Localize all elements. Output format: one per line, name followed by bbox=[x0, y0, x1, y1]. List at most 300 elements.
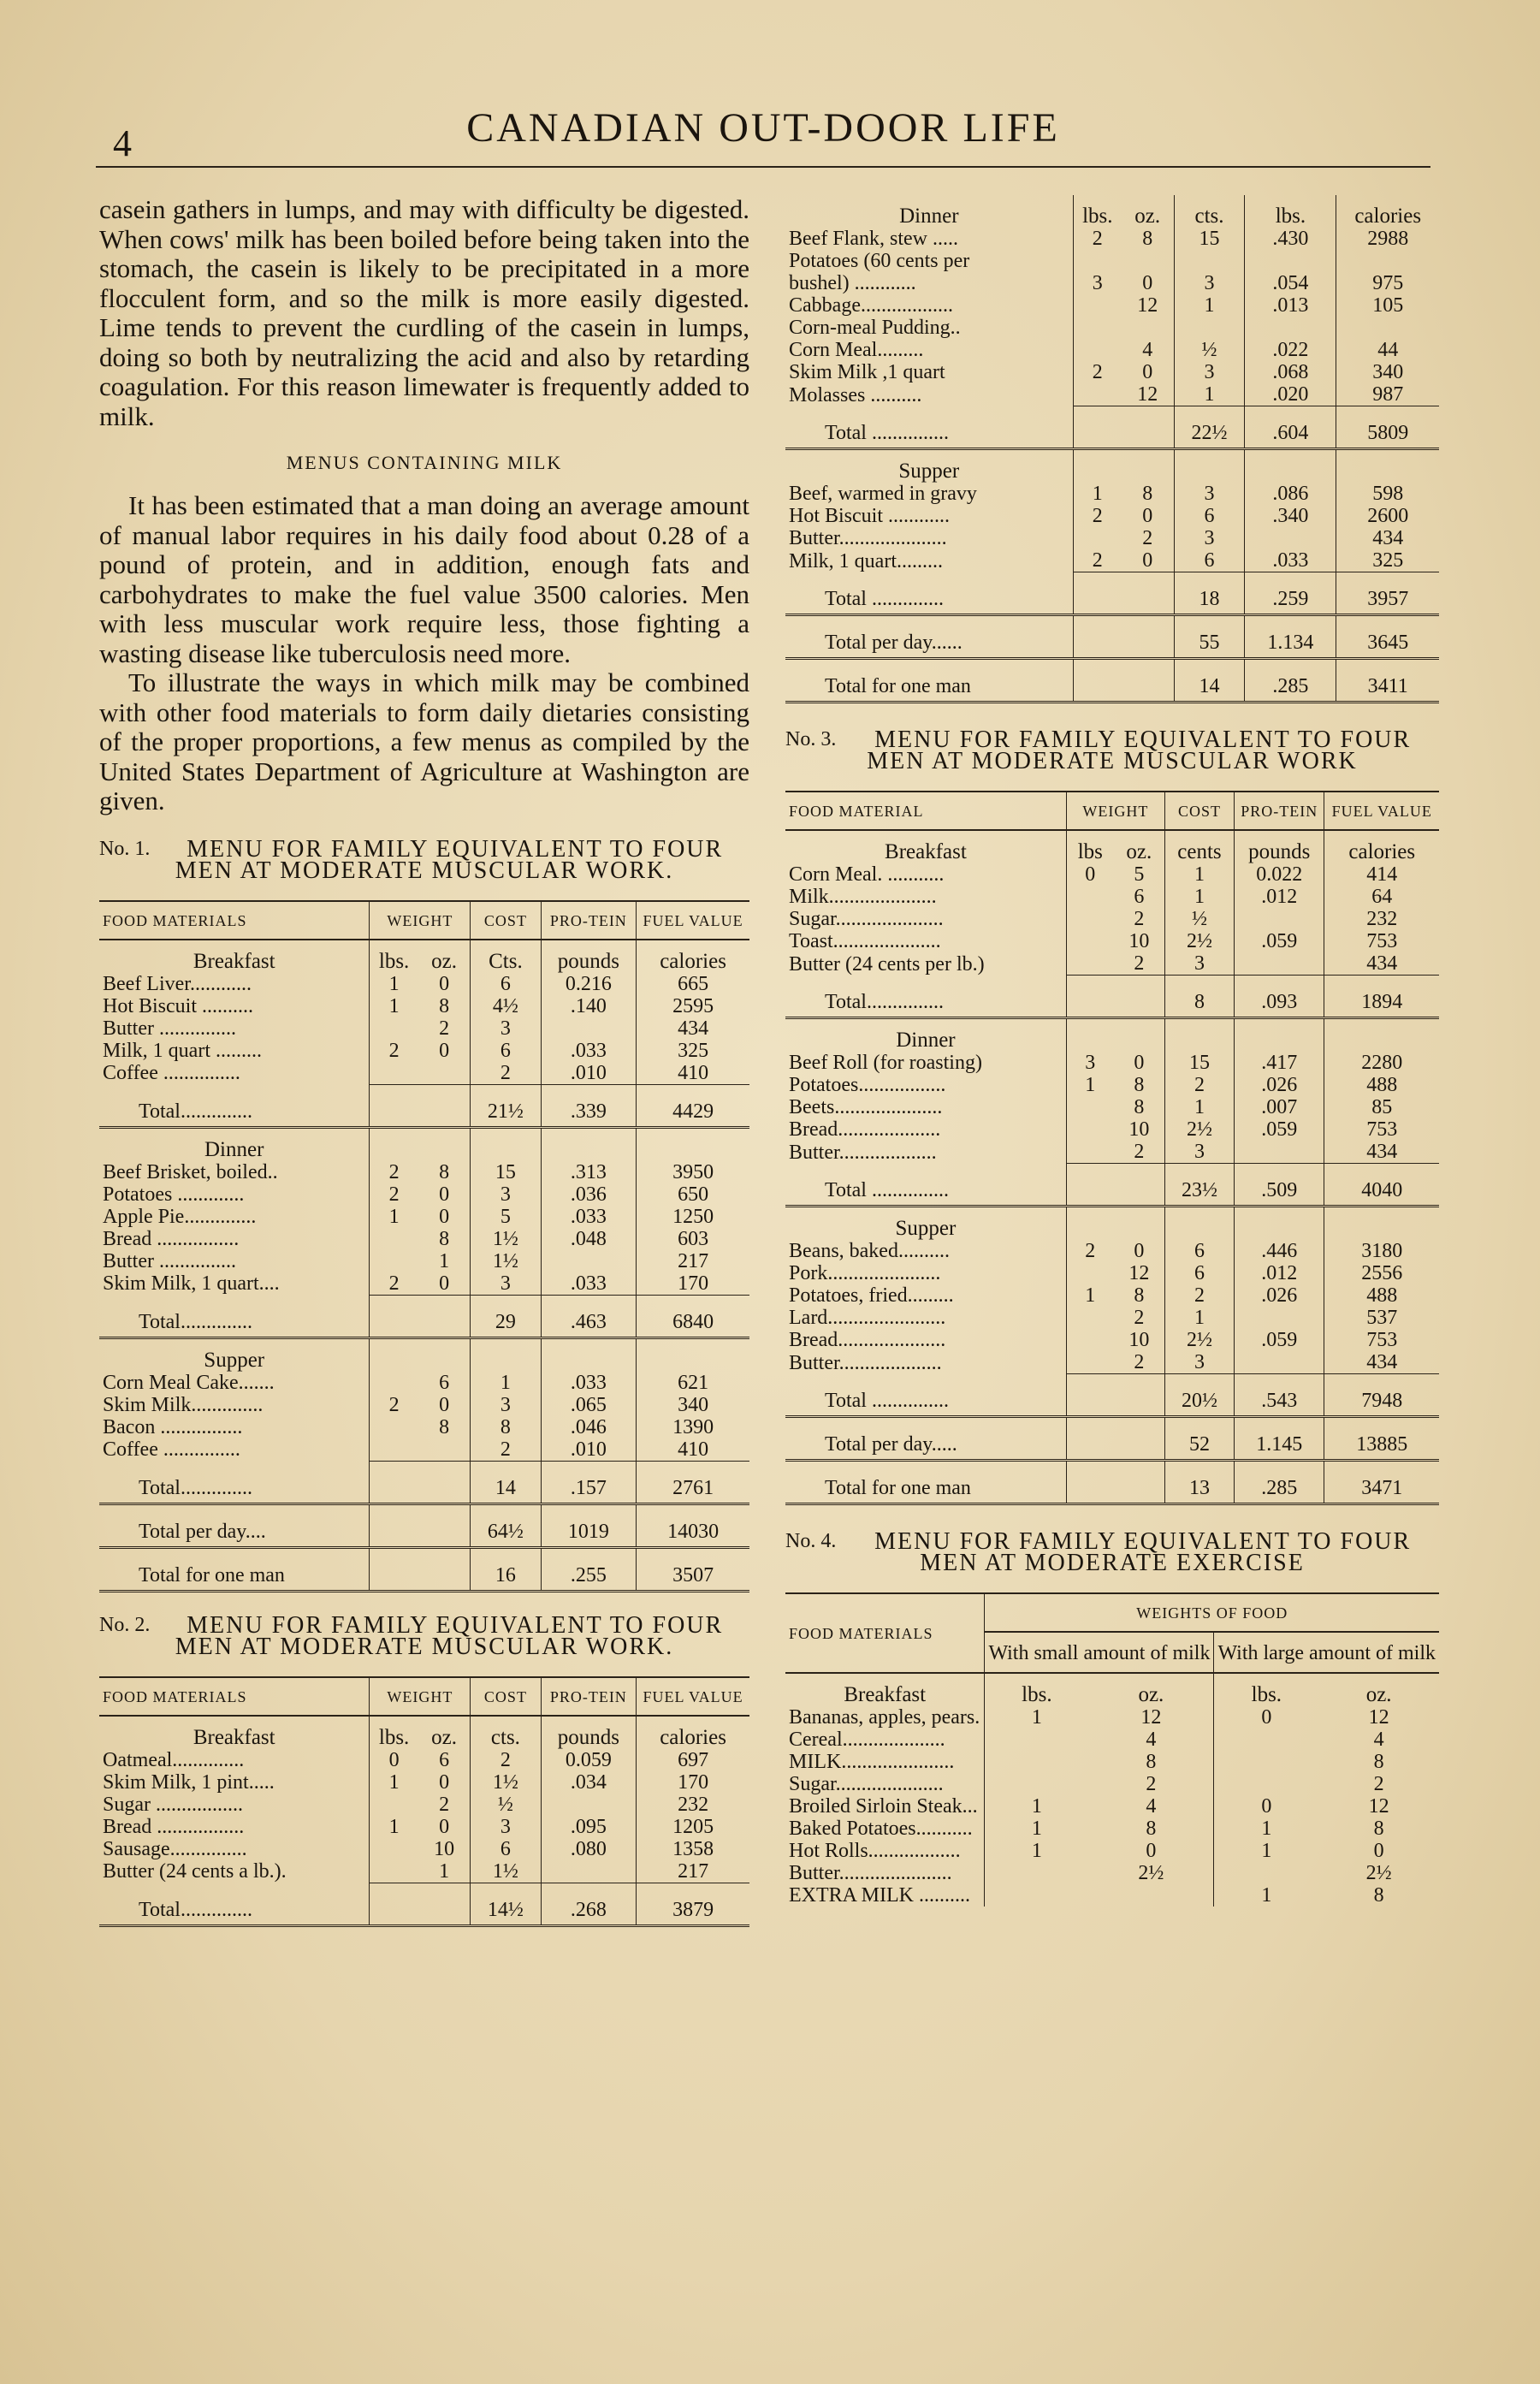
weight-oz: 10 bbox=[434, 1837, 455, 1860]
protein-value bbox=[541, 1860, 637, 1883]
food-name: Beef, warmed in gravy bbox=[789, 483, 977, 505]
weight-lbs bbox=[1066, 886, 1113, 908]
protein-value: .446 bbox=[1234, 1240, 1324, 1262]
blank-cell bbox=[1164, 1018, 1234, 1053]
table-row bbox=[785, 1284, 1439, 1307]
weight-oz: 2 bbox=[1134, 952, 1145, 975]
weight-lbs bbox=[1073, 527, 1122, 549]
menu2-title-text: MENU FOR FAMILY EQUIVALENT TO FOUR MEN AT MODERATE MUSCULAR WORK. bbox=[175, 1611, 724, 1660]
table-row bbox=[99, 1372, 749, 1394]
weight-lbs bbox=[1066, 908, 1113, 930]
menu2-header-fuel: FUEL VALUE bbox=[637, 1677, 749, 1716]
weight-lbs bbox=[370, 1860, 418, 1883]
cost-value: 2½ bbox=[1164, 1118, 1234, 1141]
food-name: Beef Liver............ bbox=[103, 972, 252, 995]
table-row bbox=[785, 1862, 1439, 1884]
blank-cell bbox=[370, 1127, 418, 1161]
cost-value: 3 bbox=[1174, 272, 1245, 294]
fuel-value: 1358 bbox=[637, 1838, 749, 1860]
unit-lbs: lbs bbox=[1066, 830, 1113, 863]
fuel-value: 3180 bbox=[1324, 1240, 1439, 1262]
fuel-value: 434 bbox=[637, 1017, 749, 1040]
table-row bbox=[99, 1771, 749, 1794]
blank-cell bbox=[370, 1547, 418, 1591]
protein-value: .007 bbox=[1234, 1096, 1324, 1118]
food-name: Bananas, apples, pears. bbox=[789, 1706, 980, 1729]
cost-value: ½ bbox=[1174, 339, 1245, 361]
total-protein: 1.145 bbox=[1234, 1417, 1324, 1461]
total-label: Total per day...... bbox=[785, 615, 1073, 659]
weight-oz: 0 bbox=[1134, 1052, 1145, 1074]
table-row bbox=[99, 1062, 749, 1085]
weight-oz-small: 12 bbox=[1140, 1706, 1162, 1729]
fuel-value: 603 bbox=[637, 1228, 749, 1250]
fuel-value: 2280 bbox=[1324, 1052, 1439, 1074]
weight-lbs: 0 bbox=[370, 1749, 418, 1771]
cost-value: ½ bbox=[471, 1794, 541, 1816]
food-name: Beef Roll (for roasting) bbox=[789, 1052, 982, 1074]
section-label: Breakfast bbox=[844, 1683, 927, 1706]
menu3-title bbox=[785, 726, 1439, 774]
unit-protein: lbs. bbox=[1245, 195, 1336, 228]
total-row bbox=[99, 1295, 749, 1337]
cost-value: 1 bbox=[1164, 1307, 1234, 1329]
weight-oz: 2 bbox=[439, 1017, 450, 1040]
cost-value: 3 bbox=[471, 1272, 541, 1296]
cost-value: 6 bbox=[471, 973, 541, 995]
cost-value: 1½ bbox=[471, 1771, 541, 1794]
protein-value bbox=[1245, 527, 1336, 549]
total-protein: .255 bbox=[541, 1547, 637, 1591]
fuel-value: 2556 bbox=[1324, 1262, 1439, 1284]
cost-value: 15 bbox=[1174, 228, 1245, 250]
protein-value: .012 bbox=[1234, 886, 1324, 908]
cost-value: 1 bbox=[1174, 383, 1245, 406]
blank-cell bbox=[1073, 615, 1122, 659]
total-protein: .463 bbox=[541, 1295, 637, 1337]
food-name: Skim Milk ,1 quart bbox=[789, 361, 945, 383]
weight-oz: 2 bbox=[1134, 908, 1145, 930]
menu3-header-protein: PRO-TEIN bbox=[1234, 792, 1324, 830]
page-number: 4 bbox=[113, 122, 132, 164]
weight-oz-small: 4 bbox=[1146, 1729, 1157, 1751]
table-row bbox=[785, 250, 1439, 272]
weight-oz: 2 bbox=[1134, 1307, 1145, 1329]
fuel-value: 85 bbox=[1324, 1096, 1439, 1118]
table-row bbox=[785, 361, 1439, 383]
food-name: Molasses .......... bbox=[789, 383, 922, 406]
food-name: Butter ............... bbox=[103, 1249, 236, 1272]
unit-cost: Cts. bbox=[471, 940, 541, 973]
weight-lbs: 2 bbox=[370, 1040, 418, 1062]
weight-oz bbox=[1122, 250, 1174, 272]
protein-value bbox=[1245, 250, 1336, 272]
cost-value: 3 bbox=[471, 1183, 541, 1206]
table-row bbox=[785, 294, 1439, 317]
weight-oz: 0 bbox=[439, 1815, 450, 1838]
unit-lbs-small: lbs. bbox=[985, 1673, 1088, 1706]
total-protein: .339 bbox=[541, 1084, 637, 1127]
meal-section-row bbox=[785, 1207, 1439, 1241]
weight-lbs-large: 1 bbox=[1214, 1818, 1318, 1840]
total-label: Total.............. bbox=[99, 1883, 370, 1925]
blank-cell bbox=[1066, 1207, 1113, 1241]
food-name: Milk, 1 quart......... bbox=[789, 549, 943, 572]
total-cost: 14 bbox=[471, 1461, 541, 1503]
cost-value: 1 bbox=[1164, 886, 1234, 908]
cost-value: 2 bbox=[1164, 1284, 1234, 1307]
total-row bbox=[785, 572, 1439, 615]
unit-protein: pounds bbox=[1234, 830, 1324, 863]
blank-cell bbox=[1114, 1018, 1165, 1053]
fuel-value: 232 bbox=[637, 1794, 749, 1816]
weight-oz-small: 4 bbox=[1146, 1795, 1157, 1818]
total-protein: .157 bbox=[541, 1461, 637, 1503]
protein-value: .026 bbox=[1234, 1074, 1324, 1096]
protein-value: .034 bbox=[541, 1771, 637, 1794]
fuel-value: 987 bbox=[1336, 383, 1439, 406]
blank-cell bbox=[1073, 659, 1122, 703]
total-cost: 14½ bbox=[471, 1883, 541, 1925]
blank-cell bbox=[541, 1127, 637, 1161]
total-row bbox=[99, 1547, 749, 1591]
food-name: EXTRA MILK .......... bbox=[789, 1884, 970, 1907]
weight-lbs: 1 bbox=[370, 1771, 418, 1794]
total-protein: .093 bbox=[1234, 976, 1324, 1018]
cost-value: 3 bbox=[1174, 483, 1245, 505]
food-name: Sausage............... bbox=[103, 1837, 247, 1860]
protein-value bbox=[1234, 1351, 1324, 1374]
protein-value: .033 bbox=[541, 1206, 637, 1228]
fuel-value: 170 bbox=[637, 1272, 749, 1296]
cost-value: 2½ bbox=[1164, 1329, 1234, 1351]
protein-value bbox=[1234, 1307, 1324, 1329]
weight-oz: 2 bbox=[1134, 1141, 1145, 1163]
weight-lbs-large bbox=[1214, 1751, 1318, 1773]
weight-lbs bbox=[370, 1372, 418, 1394]
total-fuel: 3879 bbox=[637, 1883, 749, 1925]
menu4-header-large: With large amount of milk bbox=[1214, 1632, 1439, 1673]
fuel-value: 414 bbox=[1324, 863, 1439, 886]
weight-lbs: 2 bbox=[1066, 1240, 1113, 1262]
weight-lbs: 1 bbox=[1066, 1284, 1113, 1307]
weight-lbs bbox=[370, 1438, 418, 1462]
weight-lbs bbox=[1066, 952, 1113, 976]
weight-lbs bbox=[370, 1794, 418, 1816]
protein-value: .313 bbox=[541, 1161, 637, 1183]
table-row bbox=[99, 1749, 749, 1771]
table-row bbox=[785, 228, 1439, 250]
weight-lbs bbox=[1066, 1329, 1113, 1351]
protein-value: .033 bbox=[541, 1040, 637, 1062]
food-name: Corn Meal......... bbox=[789, 339, 924, 361]
total-row bbox=[785, 1461, 1439, 1504]
weight-oz: 0 bbox=[1142, 361, 1153, 383]
weight-lbs bbox=[1066, 1262, 1113, 1284]
total-protein: .268 bbox=[541, 1883, 637, 1925]
table-row bbox=[99, 1206, 749, 1228]
table-row bbox=[99, 1816, 749, 1838]
weight-lbs: 2 bbox=[370, 1394, 418, 1416]
weight-lbs: 2 bbox=[1073, 228, 1122, 250]
running-title: CANADIAN OUT-DOOR LIFE bbox=[466, 105, 1060, 151]
weight-oz: 1 bbox=[439, 1859, 450, 1883]
table-row bbox=[785, 1840, 1439, 1862]
food-name: Butter (24 cents per lb.) bbox=[789, 952, 985, 976]
table-row bbox=[99, 1438, 749, 1462]
weight-oz-small: 8 bbox=[1146, 1751, 1157, 1773]
weight-oz-small: 2 bbox=[1146, 1773, 1157, 1795]
food-name: Toast..................... bbox=[789, 930, 941, 952]
table-row bbox=[785, 1795, 1439, 1818]
total-protein: .285 bbox=[1234, 1461, 1324, 1504]
weight-oz: 0 bbox=[439, 1393, 450, 1416]
food-name: Corn-meal Pudding.. bbox=[789, 317, 961, 339]
protein-value: .010 bbox=[541, 1438, 637, 1462]
protein-value: .033 bbox=[1245, 549, 1336, 572]
menu2-number: No. 2. bbox=[99, 1613, 151, 1636]
fuel-value: 488 bbox=[1324, 1284, 1439, 1307]
weight-oz: 6 bbox=[439, 1371, 450, 1394]
fuel-value: 340 bbox=[637, 1394, 749, 1416]
total-cost: 64½ bbox=[471, 1503, 541, 1547]
total-row bbox=[785, 976, 1439, 1018]
weight-lbs-small bbox=[985, 1884, 1088, 1907]
total-fuel: 6840 bbox=[637, 1295, 749, 1337]
blank-cell bbox=[1324, 1207, 1439, 1241]
protein-value: .059 bbox=[1234, 1118, 1324, 1141]
weight-lbs: 2 bbox=[1073, 361, 1122, 383]
meal-section-label: Supper bbox=[204, 1348, 265, 1372]
weight-lbs: 2 bbox=[1073, 549, 1122, 572]
menu4-header-weights: WEIGHTS OF FOOD bbox=[985, 1593, 1439, 1632]
weight-lbs: 1 bbox=[370, 995, 418, 1017]
total-cost: 16 bbox=[471, 1547, 541, 1591]
menu1-header-cost: COST bbox=[471, 901, 541, 940]
fuel-value: 325 bbox=[637, 1040, 749, 1062]
blank-cell bbox=[1122, 659, 1174, 703]
food-name: Lard....................... bbox=[789, 1307, 946, 1329]
fuel-value: 170 bbox=[637, 1771, 749, 1794]
total-protein: .604 bbox=[1245, 406, 1336, 449]
weight-oz-small: 2½ bbox=[1138, 1862, 1164, 1884]
blank-cell bbox=[1164, 1207, 1234, 1241]
total-fuel: 14030 bbox=[637, 1503, 749, 1547]
blank-cell bbox=[418, 1127, 471, 1161]
weight-lbs-small: 1 bbox=[985, 1795, 1088, 1818]
cost-value: 6 bbox=[471, 1040, 541, 1062]
cost-value: 15 bbox=[1164, 1052, 1234, 1074]
menu2-header-food: FOOD MATERIALS bbox=[99, 1677, 370, 1716]
food-name: Butter................... bbox=[789, 1141, 937, 1164]
blank-cell bbox=[418, 1547, 471, 1591]
total-label: Total for one man bbox=[99, 1547, 370, 1591]
cost-value: 3 bbox=[1164, 1141, 1234, 1164]
weight-oz: 8 bbox=[1134, 1096, 1145, 1118]
food-name: Butter...................... bbox=[789, 1862, 952, 1884]
food-name: Skim Milk, 1 quart.... bbox=[103, 1272, 280, 1295]
blank-cell bbox=[1174, 449, 1245, 483]
total-row bbox=[785, 659, 1439, 703]
weight-lbs-small bbox=[985, 1862, 1088, 1884]
cost-value: ½ bbox=[1164, 908, 1234, 930]
table-row bbox=[99, 1250, 749, 1272]
cost-value: 8 bbox=[471, 1416, 541, 1438]
fuel-value: 340 bbox=[1336, 361, 1439, 383]
weight-oz: 2 bbox=[1142, 527, 1153, 549]
weight-lbs: 1 bbox=[1066, 1074, 1113, 1096]
total-cost: 29 bbox=[471, 1295, 541, 1337]
weight-lbs bbox=[1066, 1141, 1113, 1164]
total-cost: 8 bbox=[1164, 976, 1234, 1018]
food-name: Butter ............... bbox=[103, 1017, 236, 1040]
menu4-header-food: FOOD MATERIALS bbox=[785, 1593, 985, 1673]
total-cost: 20½ bbox=[1164, 1374, 1234, 1417]
table-row bbox=[785, 1118, 1439, 1141]
units-row bbox=[99, 940, 749, 973]
protein-value: .022 bbox=[1245, 339, 1336, 361]
blank-cell bbox=[418, 1503, 471, 1547]
weight-lbs bbox=[1073, 383, 1122, 406]
weight-oz: 10 bbox=[1128, 930, 1150, 952]
weight-oz: 0 bbox=[1142, 549, 1153, 572]
meal-section-label: Dinner bbox=[896, 1029, 956, 1052]
fuel-value: 2988 bbox=[1336, 228, 1439, 250]
weight-lbs-large bbox=[1214, 1862, 1318, 1884]
menu1-title-text: MENU FOR FAMILY EQUIVALENT TO FOUR MEN AT MODERATE MUSCULAR WORK. bbox=[175, 835, 724, 884]
blank-cell bbox=[1324, 1018, 1439, 1053]
protein-value: .036 bbox=[541, 1183, 637, 1206]
weight-oz: 8 bbox=[1142, 228, 1153, 250]
fuel-value: 1250 bbox=[637, 1206, 749, 1228]
weight-lbs: 1 bbox=[370, 973, 418, 995]
protein-value: .430 bbox=[1245, 228, 1336, 250]
cost-value: 1 bbox=[1164, 863, 1234, 886]
protein-value bbox=[541, 1794, 637, 1816]
weight-oz bbox=[418, 1438, 471, 1462]
food-name: MILK...................... bbox=[789, 1751, 955, 1773]
table-row bbox=[785, 339, 1439, 361]
total-row bbox=[99, 1461, 749, 1503]
food-name: Milk, 1 quart ......... bbox=[103, 1039, 262, 1062]
menu3-header-weight: WEIGHT bbox=[1066, 792, 1164, 830]
food-name: Bread ................. bbox=[103, 1815, 245, 1838]
table-row bbox=[785, 1141, 1439, 1164]
weight-oz: 0 bbox=[439, 972, 450, 995]
weight-oz: 10 bbox=[1128, 1329, 1150, 1351]
food-name: Coffee ............... bbox=[103, 1062, 240, 1084]
food-name: Potatoes, fried......... bbox=[789, 1284, 954, 1307]
weight-lbs-small: 1 bbox=[985, 1818, 1088, 1840]
cost-value: 1 bbox=[471, 1372, 541, 1394]
weight-lbs: 1 bbox=[370, 1206, 418, 1228]
menu2-continued-table bbox=[785, 195, 1439, 703]
table-row bbox=[785, 930, 1439, 952]
cost-value: 2½ bbox=[1164, 930, 1234, 952]
blank-cell bbox=[1336, 449, 1439, 483]
food-name: Bread..................... bbox=[789, 1329, 946, 1351]
weight-oz: 6 bbox=[1134, 886, 1145, 908]
protein-value: .065 bbox=[541, 1394, 637, 1416]
table-row bbox=[785, 1351, 1439, 1374]
weight-oz: 8 bbox=[1134, 1074, 1145, 1096]
total-label: Total.............. bbox=[99, 1084, 370, 1127]
table-row bbox=[99, 973, 749, 995]
fuel-value: 217 bbox=[637, 1860, 749, 1883]
blank-cell bbox=[1234, 1207, 1324, 1241]
blank-cell bbox=[1114, 1207, 1165, 1241]
blank-cell bbox=[637, 1127, 749, 1161]
food-name: Oatmeal.............. bbox=[103, 1748, 245, 1771]
protein-value: .417 bbox=[1234, 1052, 1324, 1074]
weight-lbs bbox=[1066, 1118, 1113, 1141]
weight-oz-small: 8 bbox=[1146, 1818, 1157, 1840]
cost-value: 1 bbox=[1174, 294, 1245, 317]
weight-lbs-small bbox=[985, 1729, 1088, 1751]
fuel-value: 753 bbox=[1324, 1118, 1439, 1141]
weight-oz bbox=[1122, 317, 1174, 339]
weight-oz: 0 bbox=[1134, 1240, 1145, 1262]
weight-lbs bbox=[370, 1228, 418, 1250]
unit-oz-large: oz. bbox=[1365, 1683, 1392, 1706]
table-row bbox=[99, 1794, 749, 1816]
fuel-value bbox=[1336, 250, 1439, 272]
food-name: Pork...................... bbox=[789, 1262, 941, 1284]
meal-section-row bbox=[99, 1127, 749, 1161]
paragraph-illustrate: To illustrate the ways in which milk may be combined with other food materials to form daily dietaries consisting of the proper proportions, a few menus as compiled by the United States Department of Agriculture at Washington are given. bbox=[99, 667, 749, 815]
cost-value: 2 bbox=[471, 1062, 541, 1085]
meal-section-label: Supper bbox=[895, 1217, 957, 1240]
food-name: Cabbage.................. bbox=[789, 294, 953, 317]
weight-oz: 0 bbox=[439, 1272, 450, 1295]
total-label: Total per day.... bbox=[99, 1503, 370, 1547]
total-label: Total per day..... bbox=[785, 1417, 1066, 1461]
blank-cell bbox=[1114, 1417, 1165, 1461]
weight-lbs bbox=[370, 1017, 418, 1040]
cost-value bbox=[1174, 250, 1245, 272]
total-fuel: 1894 bbox=[1324, 976, 1439, 1018]
weight-lbs: 1 bbox=[370, 1816, 418, 1838]
blank-cell bbox=[471, 1127, 541, 1161]
cost-value: 5 bbox=[471, 1206, 541, 1228]
unit-cost: cts. bbox=[1174, 195, 1245, 228]
fuel-value: 217 bbox=[637, 1250, 749, 1272]
protein-value: .068 bbox=[1245, 361, 1336, 383]
fuel-value: 1205 bbox=[637, 1816, 749, 1838]
protein-value bbox=[1234, 1141, 1324, 1164]
table-row bbox=[785, 886, 1439, 908]
total-cost: 13 bbox=[1164, 1461, 1234, 1504]
weight-oz-large: 8 bbox=[1373, 1751, 1384, 1773]
cost-value: 2 bbox=[471, 1438, 541, 1462]
weight-lbs bbox=[1073, 294, 1122, 317]
weight-lbs bbox=[1066, 930, 1113, 952]
menu1-header-fuel: FUEL VALUE bbox=[637, 901, 749, 940]
menu3-title-text: MENU FOR FAMILY EQUIVALENT TO FOUR MEN AT MODERATE MUSCULAR WORK bbox=[867, 726, 1412, 774]
unit-fuel: calories bbox=[1324, 830, 1439, 863]
fuel-value: 2595 bbox=[637, 995, 749, 1017]
menu3-header-fuel: FUEL VALUE bbox=[1324, 792, 1439, 830]
table-row bbox=[785, 1307, 1439, 1329]
table-row bbox=[785, 863, 1439, 886]
weight-oz: 8 bbox=[439, 1227, 450, 1250]
blank-cell bbox=[1066, 1461, 1113, 1504]
fuel-value: 621 bbox=[637, 1372, 749, 1394]
units-row bbox=[785, 195, 1439, 228]
table-row bbox=[785, 1884, 1439, 1907]
protein-value bbox=[1234, 908, 1324, 930]
total-fuel: 3411 bbox=[1336, 659, 1439, 703]
